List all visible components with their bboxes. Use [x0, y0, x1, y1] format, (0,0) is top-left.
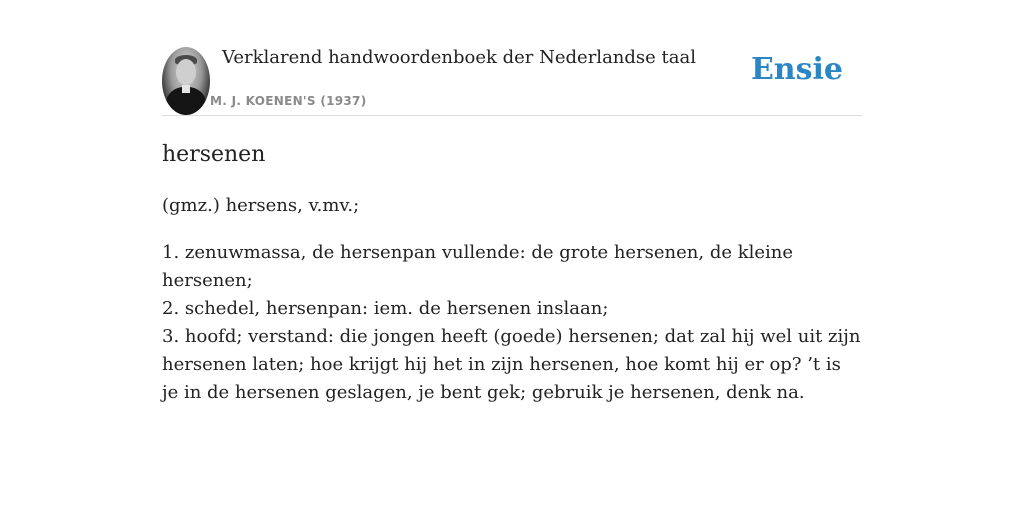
portrait-collar: [182, 85, 190, 93]
definition-list: [162, 239, 862, 407]
entry-grammar: (gmz.) hersens, v.mv.;: [162, 195, 360, 216]
dictionary-title[interactable]: Verklarend handwoordenboek der Nederlandse taal: [222, 47, 696, 68]
ensie-logo-link[interactable]: Ensie: [750, 52, 843, 87]
author-portrait-image: [162, 47, 210, 115]
page-container: [162, 0, 862, 403]
portrait-face: [176, 59, 196, 85]
definition-item: 2. schedel, hersenpan: iem. de hersenen inslaan;: [162, 298, 609, 319]
entry-headword: hersenen: [162, 142, 266, 167]
dictionary-header: [162, 0, 862, 116]
dictionary-author: M. J. KOENEN'S (1937): [210, 94, 367, 108]
definition-item: 1. zenuwmassa, de hersenpan vullende: de grote hersenen, de kleine hersenen;: [162, 242, 794, 291]
definition-item: 3. hoofd; verstand: die jongen heeft (goede) hersenen; dat zal hij wel uit zijn hersenen laten; hoe krijgt hij het in zijn hersenen, hoe komt hij er op? ’t is je in de hersenen geslagen, je bent gek; gebruik je hersenen, denk na.: [162, 326, 861, 403]
